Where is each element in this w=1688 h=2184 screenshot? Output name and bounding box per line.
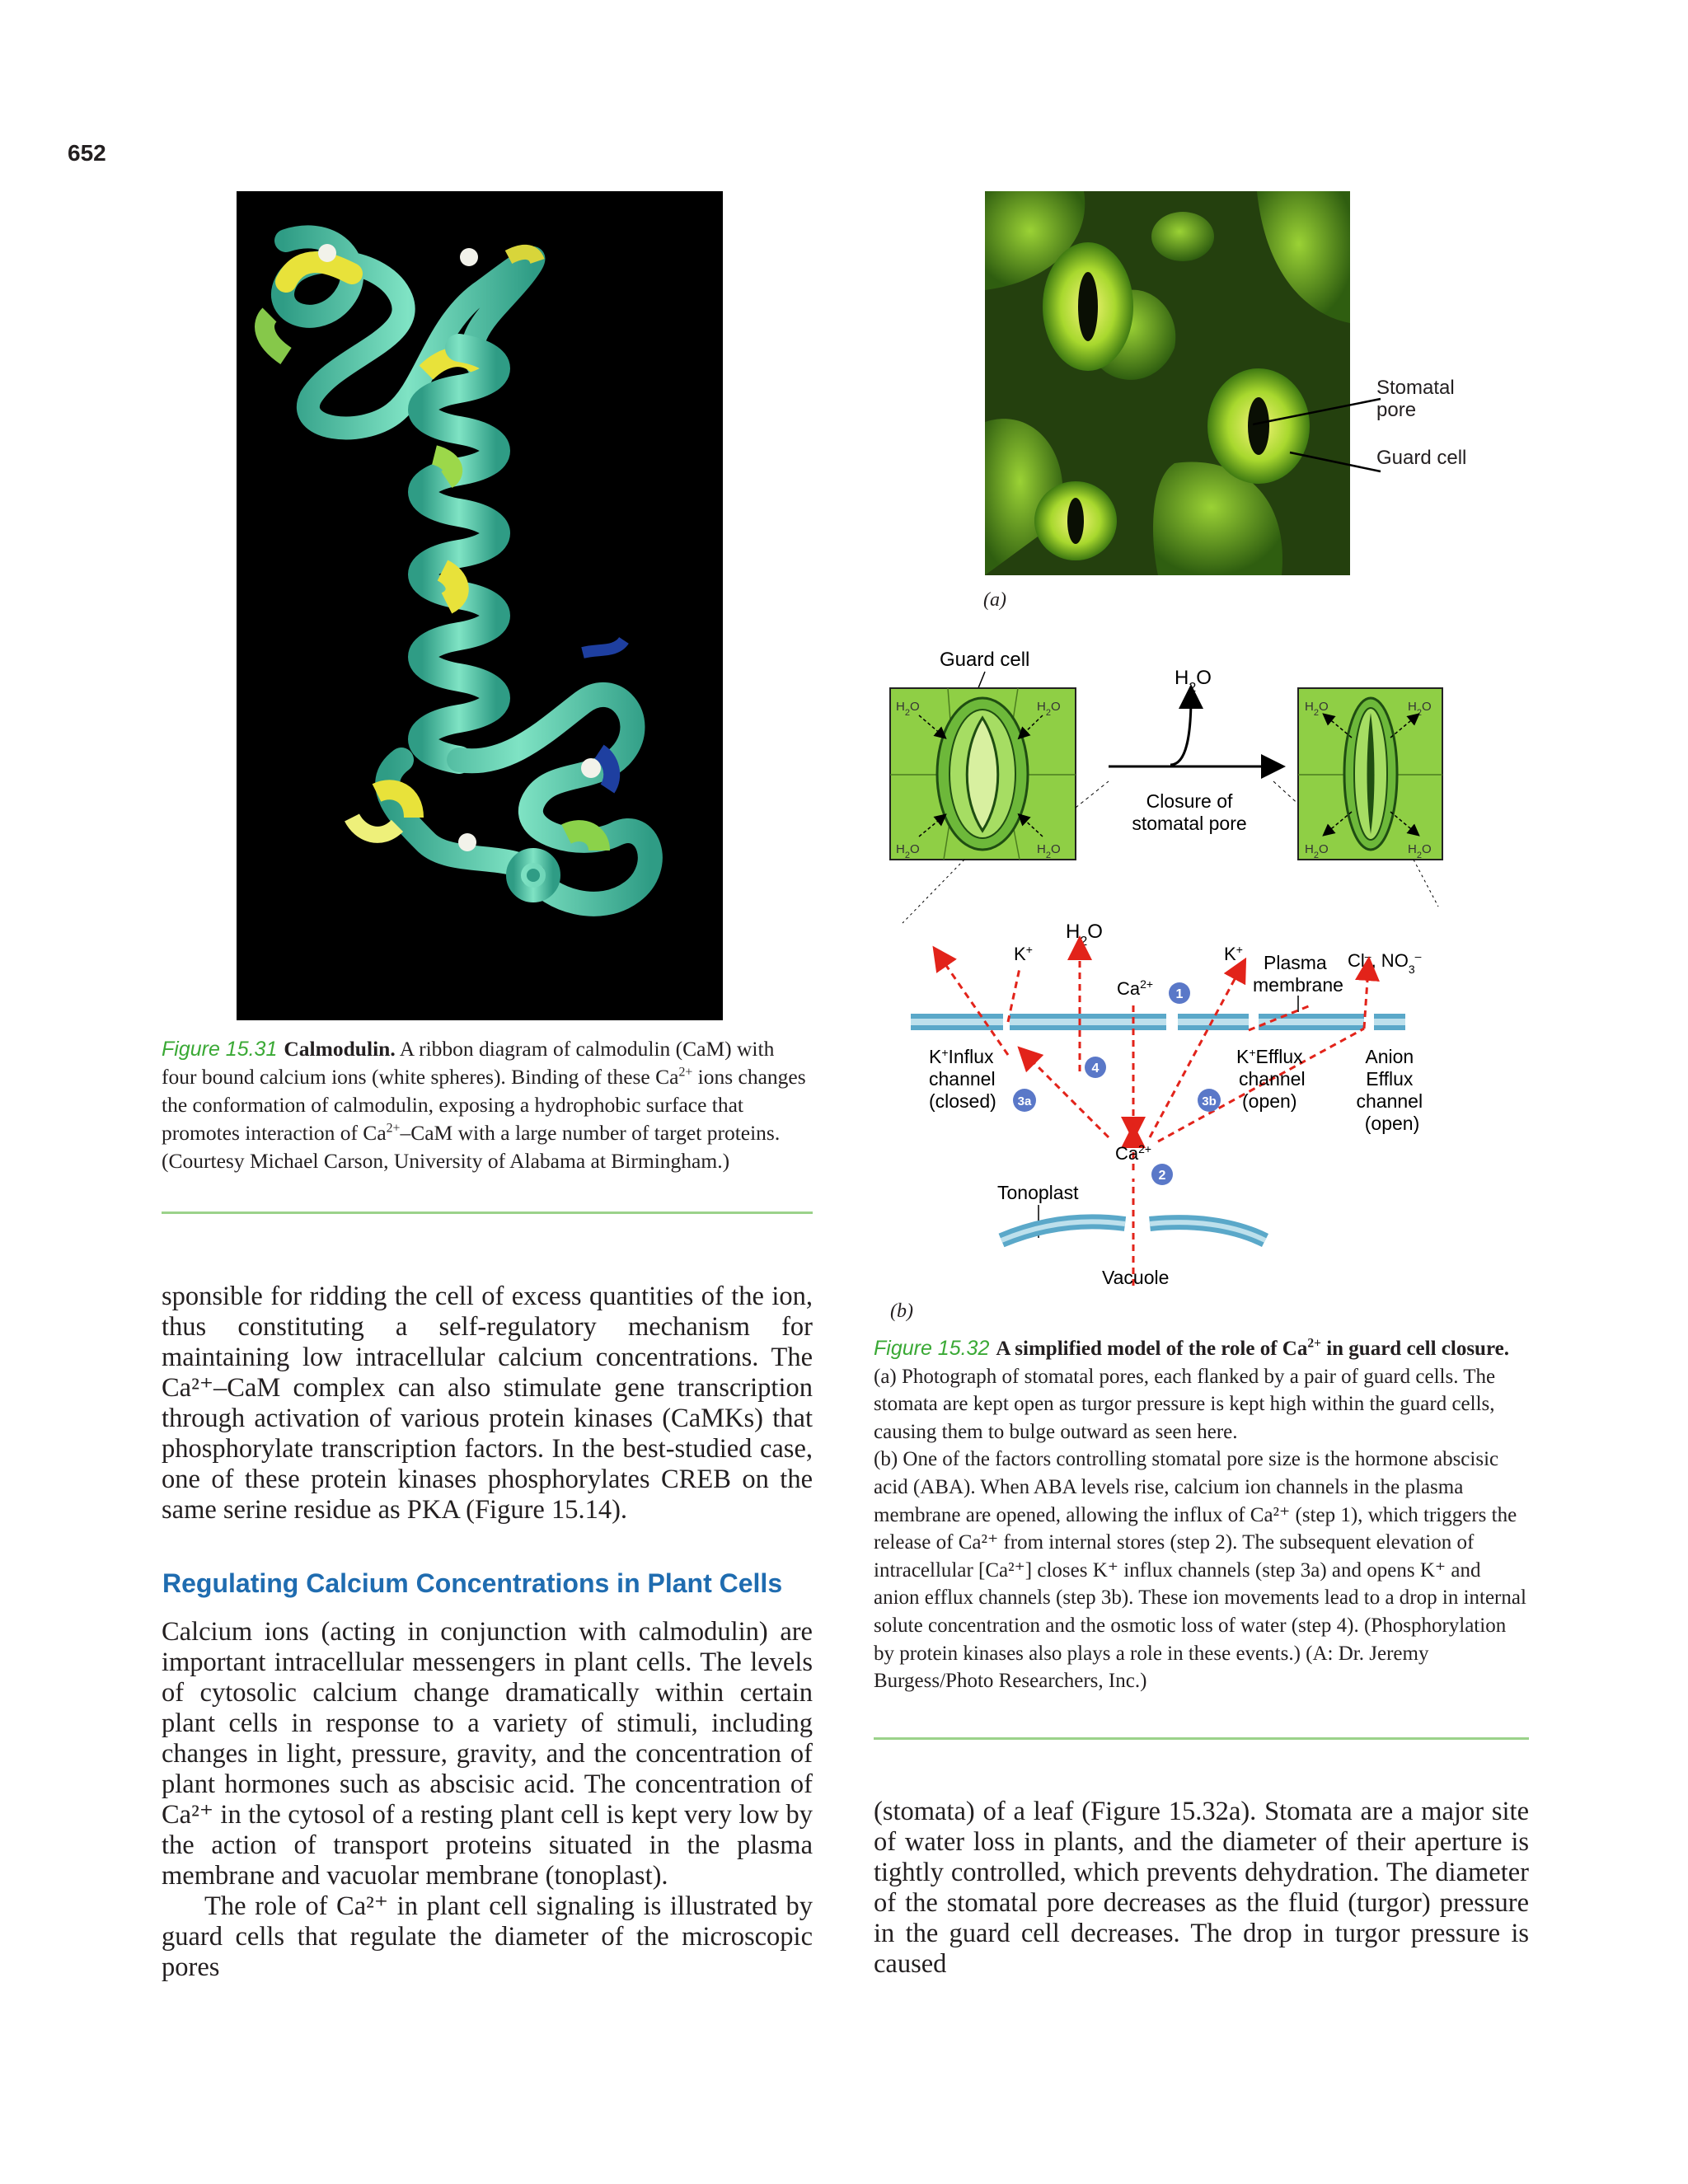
tonoplast-label: Tonoplast [997,1182,1079,1203]
svg-text:K+Influx channel (clos: K+Influx channel (closed) [929,1046,996,1112]
section-body [162,1617,813,1983]
closure-label: Closure of stomatal pore [1132,790,1247,834]
svg-text:H2O: $H_2O$ [1408,700,1432,718]
open-stoma [890,688,1076,860]
closed-stoma [1298,688,1442,860]
figure-label: Figure 15.32 [874,1337,990,1360]
svg-text:Anion Efflux channel: Anion Efflux channel (open) [1356,1046,1423,1134]
body-paragraph: sponsible for ridding the cell of excess quantities of the ion, thus constituting a self-regulatory mechanism for maintaining low intracellular calcium concentrations. The Ca²⁺–CaM complex can also stimulate gene transcription through activation of various protein kinases (CaMKs) that phosphorylate transcription factors. In the best-studied case, one of these protein kinases phosphorylates CREB on the same serine residue as PKA (Figure 15.14). [162,1282,813,1525]
svg-text:K+: K+ [1224,943,1243,964]
svg-text:1: 1 [1175,987,1184,1001]
guard-cell-closure-diagram [886,643,1447,1294]
figure-title: Calmodulin. [284,1037,396,1061]
caption-rule [874,1737,1529,1740]
svg-text:2: 2 [1158,1169,1166,1183]
guard-cell-label: Guard cell [940,649,1030,671]
calmodulin-ribbon-image [237,191,723,1020]
figure-title: A simplified model of the role of $Ca^{2+}$ in guard cell closure. [996,1336,1509,1360]
svg-text:H2O: $H_2O$ [1037,842,1061,860]
caption-text: A ribbon diagram of calmodulin (CaM) with four bound calcium ions (white spheres). Binding of these Ca [162,1037,775,1089]
svg-text:H2O: $H_2O$ [1037,700,1061,718]
svg-text:H2O: $H_2O$ [1175,667,1212,695]
guard-cell-label: Guard cell [1376,447,1467,469]
svg-text:Ca2+: $Ca^{2+}$ [1115,1142,1152,1164]
svg-text:H2O: $H_2O$ [1408,842,1432,860]
figure-15-32-caption [874,1335,1529,1695]
caption-text-a: (a) Photograph of stomatal pores, each flanked by a pair of guard cells. The stomata are kept open as turgor pressure is kept high within the guard cells, causing them to bulge outward as seen here. [874,1365,1496,1443]
svg-text:H2O: $H_2O$ [896,700,920,718]
svg-text:H2O: $H_2O$ [1305,700,1329,718]
body-paragraph: Calcium ions (acting in conjunction with calmodulin) are important intracellular messengers in plant cells. The levels of cytosolic calcium change dramatically within certain plant cells in response to a variety of stimuli, including changes in light, pressure, gravity, and the concentration of plant hormones such as abscisic acid. The concentration of Ca²⁺ in the cytosol of a resting plant cell is kept very low by the action of transport proteins situated in the plasma membrane and vacuolar membrane (tonoplast). [162,1617,813,1891]
figure-15-31-caption: Figure 15.31 Calmodulin. A ribbon diagram of calmodulin (CaM) with four bound calcium ions (white spheres). Binding of these $Ca^{2+}$ ions changes the conformation of calmodulin, exposing a hydrophobic surface that promotes interaction of $Ca^{2+}$–CaM with a large number of target proteins. (Courtesy Michael Carson, University of Alabama at Birmingham.) [162,1037,806,1173]
svg-text:Cl–, NO3–: Cl–, $NO_3^-$ [1348,949,1422,976]
svg-text:H2O: $H_2O$ [896,842,920,860]
panel-b-label: (b) [890,1301,913,1322]
panel-a-label: (a) [983,589,1006,611]
body-paragraph: (stomata) of a leaf (Figure 15.32a). Stomata are a major site of water loss in plants, and the diameter of their aperture is tightly controlled, which prevents dehydration. The diameter of the stomatal pore decreases as the fluid (turgor) pressure in the guard cell decreases. The drop in turgor pressure is caused [874,1797,1529,1979]
callout-lines [1253,371,1385,503]
svg-text:3b: 3b [1202,1094,1217,1108]
svg-text:3a: 3a [1017,1094,1032,1108]
page-number: 652 [68,140,106,166]
figure-label: Figure 15.31 [162,1038,278,1061]
svg-text:K+: K+ [1014,943,1033,964]
svg-text:Ca2+: $Ca^{2+}$ [1117,977,1154,999]
body-paragraph: The role of Ca²⁺ in plant cell signaling is illustrated by guard cells that regulate the diameter of the microscopic pores [162,1891,813,1982]
vacuole-label: Vacuole [1102,1267,1170,1288]
stomatal-pore-label: Stomatal pore [1376,377,1455,421]
section-heading: Regulating Calcium Concentrations in Plant Cells [162,1568,783,1598]
caption-text-b: (b) One of the factors controlling stomatal pore size is the hormone abscisic acid (ABA). When ABA levels rise, calcium ion channels in the plasma membrane are opened, allowing the influx of Ca²⁺ (step 1), which triggers the release of Ca²⁺ from internal stores (step 2). The subsequent elevation of intracellular [Ca²⁺] closes K⁺ influx channels (step 3a) and opens K⁺ and anion efflux channels (step 3b). These ion movements lead to a drop in internal solute concentration and the osmotic loss of water (step 4). (Phosphorylation by protein kinases also plays a role in these events.) (A: Dr. Jeremy Burgess/Photo Researchers, Inc.) [874,1448,1526,1693]
svg-text:4: 4 [1091,1062,1100,1076]
svg-text:H2O: $H_2O$ [1066,921,1103,949]
svg-text:H2O: $H_2O$ [1305,842,1329,860]
svg-text:K+Efflux channel (open: K+Efflux channel (open) [1236,1046,1306,1112]
svg-text:Plasma: Plasma [1264,952,1327,973]
caption-rule [162,1212,813,1214]
svg-text:membrane: membrane [1253,974,1343,996]
